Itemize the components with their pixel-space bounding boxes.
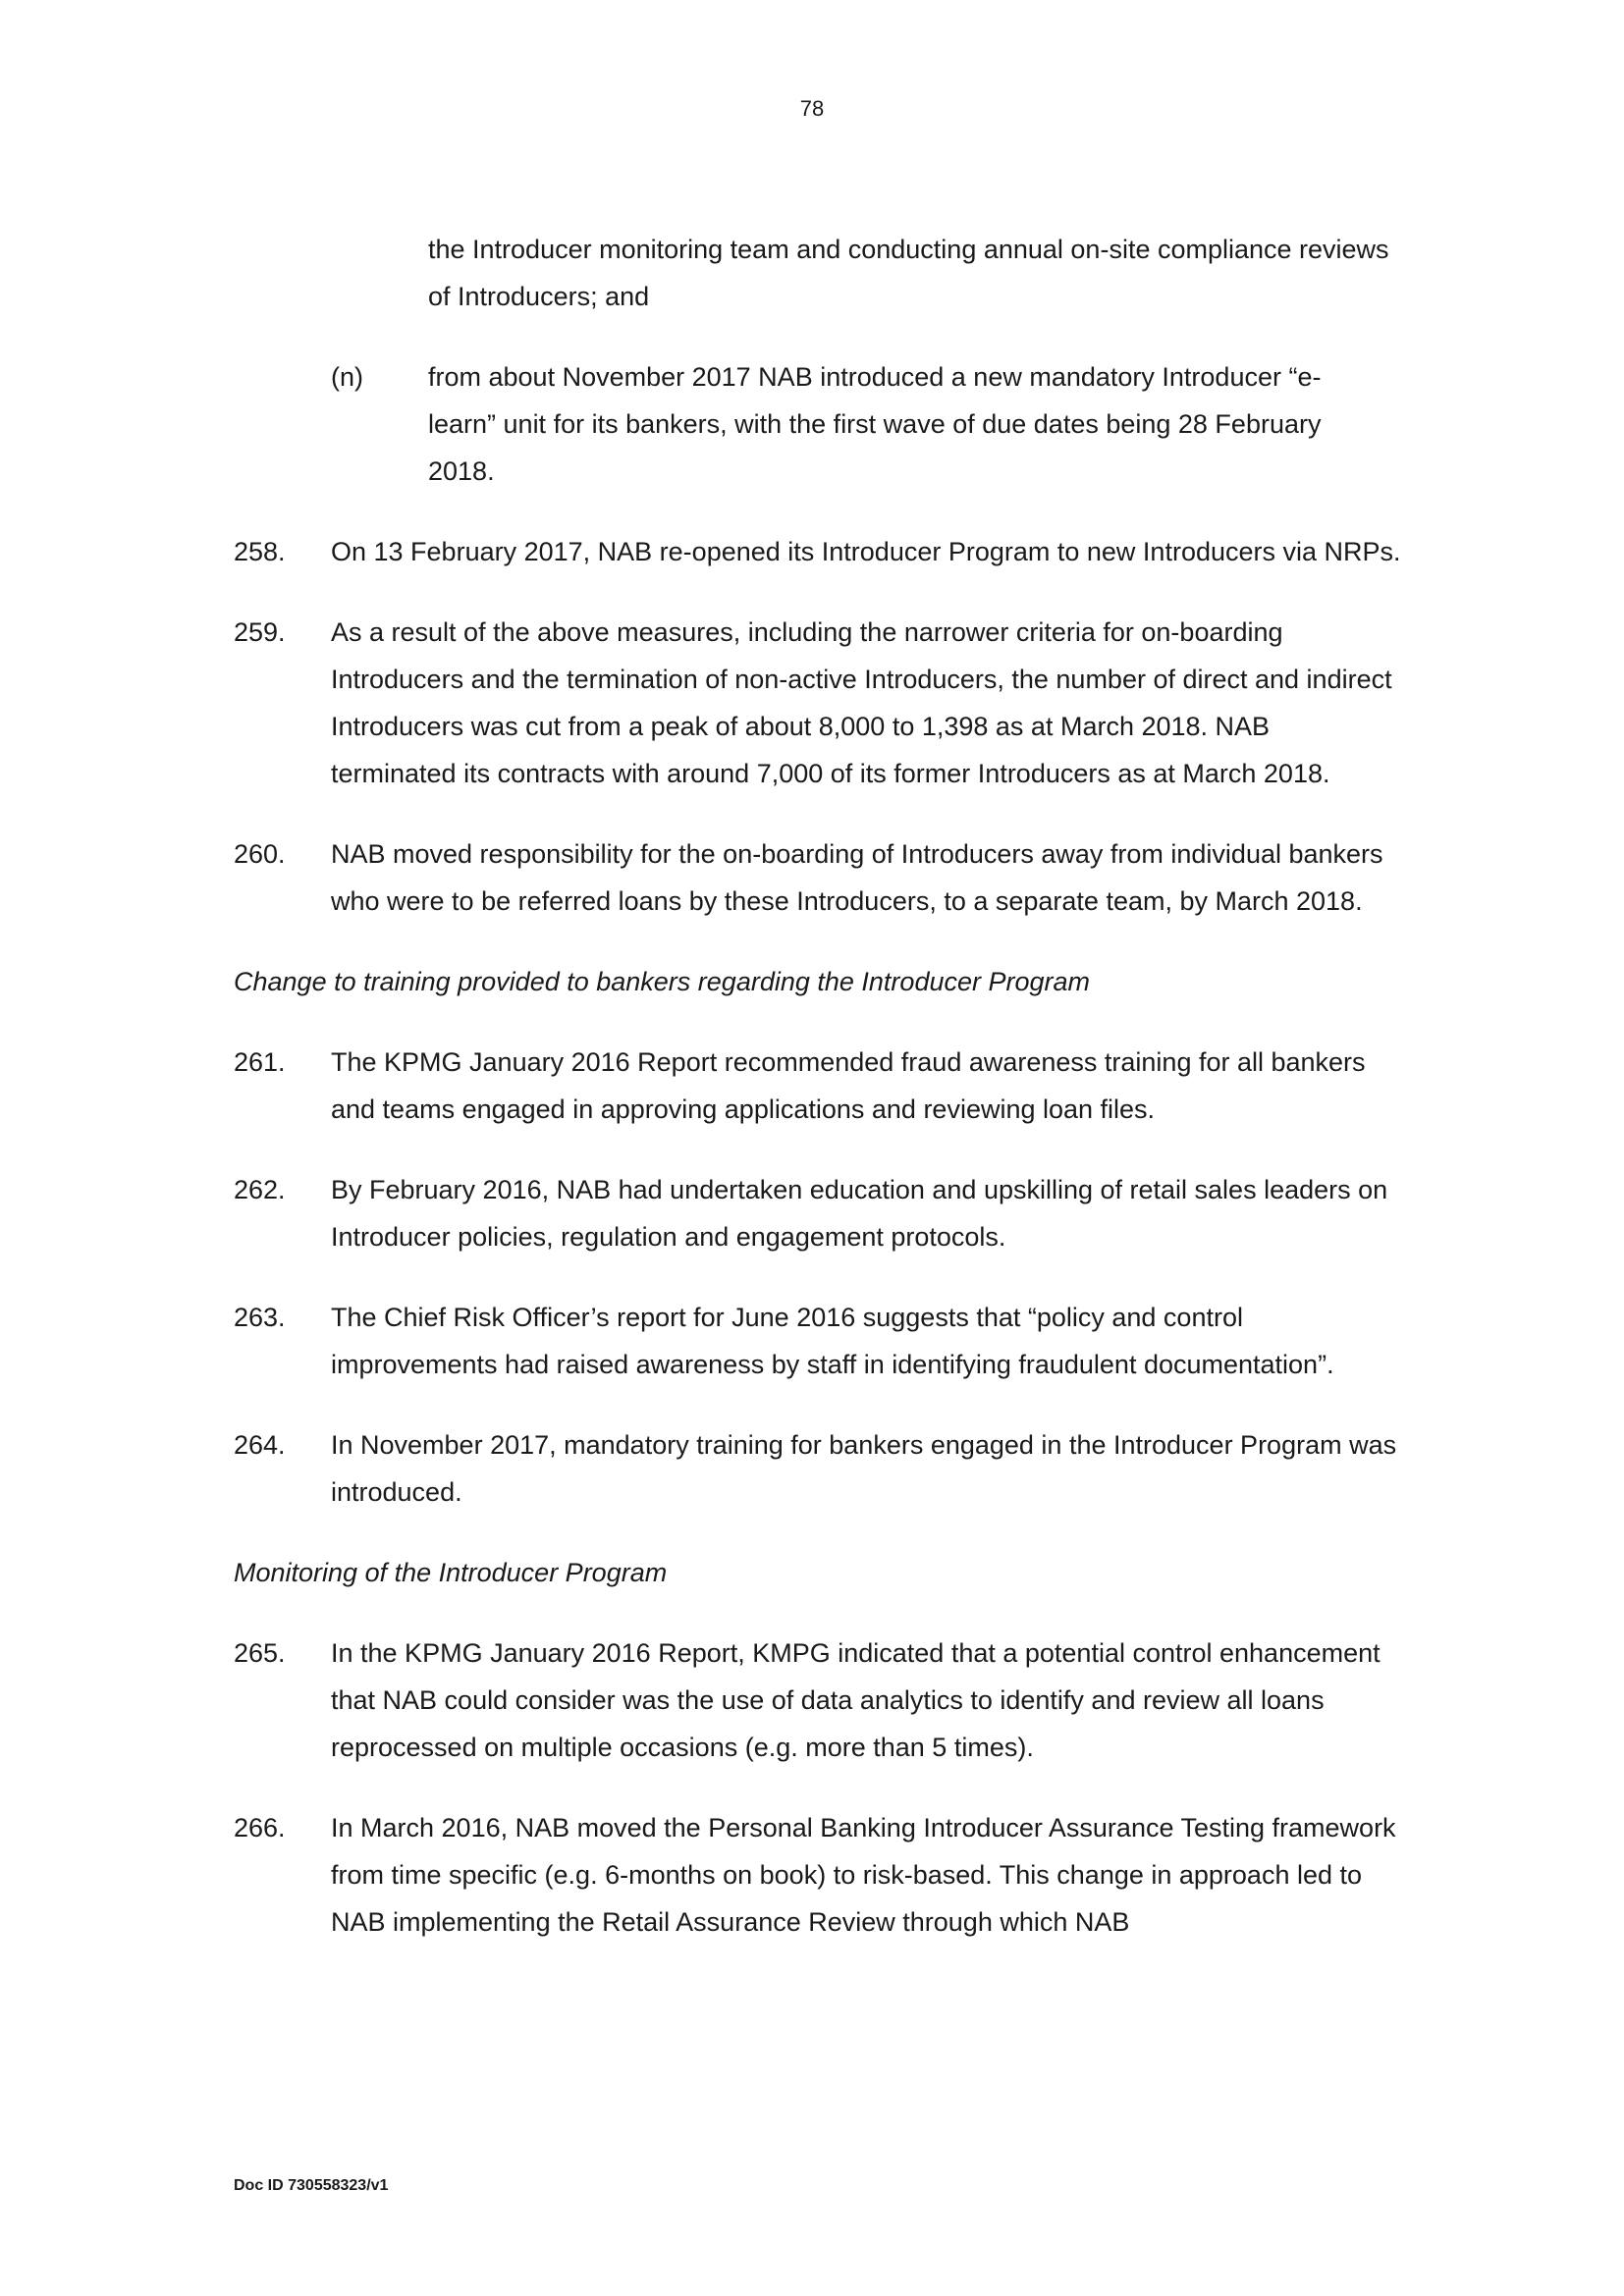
paragraph-260 bbox=[234, 830, 1412, 925]
sub-item-text: from about November 2017 NAB introduced a new mandatory Introducer “e-learn” unit for its bankers, with the first wave of due dates being 28 February 2018. bbox=[428, 362, 1322, 486]
paragraph-number: 261. bbox=[234, 1047, 286, 1077]
paragraph-263 bbox=[234, 1294, 1412, 1388]
paragraph-text: On 13 February 2017, NAB re-opened its Introducer Program to new Introducers via NRPs. bbox=[331, 537, 1401, 566]
paragraph-number: 260. bbox=[234, 839, 286, 869]
doc-id-footer: Doc ID 730558323/v1 bbox=[234, 2177, 389, 2194]
paragraph-text: In November 2017, mandatory training for bankers engaged in the Introducer Program was introduced. bbox=[331, 1430, 1397, 1507]
paragraph-text: As a result of the above measures, including the narrower criteria for on-boarding Introducers and the termination of non-active Introducers, the number of direct and indirect Introducers was cut from a peak of about 8,000 to 1,398 as at March 2018. NAB terminated its contracts with around 7,000 of its former Introducers as at March 2018. bbox=[331, 617, 1392, 788]
continuation-text: the Introducer monitoring team and conducting annual on-site compliance reviews of Introducers; and bbox=[428, 235, 1389, 311]
paragraph-text: By February 2016, NAB had undertaken education and upskilling of retail sales leaders on Introducer policies, regulation and engagement protocols. bbox=[331, 1175, 1388, 1252]
section-heading-training: Change to training provided to bankers regarding the Introducer Program bbox=[234, 967, 1091, 996]
paragraph-number: 265. bbox=[234, 1638, 286, 1668]
paragraph-number: 262. bbox=[234, 1175, 286, 1204]
paragraph-text: NAB moved responsibility for the on-boarding of Introducers away from individual bankers who were to be referred loans by these Introducers, to a separate team, by March 2018. bbox=[331, 839, 1383, 916]
paragraph-text: The KPMG January 2016 Report recommended fraud awareness training for all bankers and teams engaged in approving applications and reviewing loan files. bbox=[331, 1047, 1366, 1124]
paragraph-259 bbox=[234, 609, 1412, 797]
sub-item-n bbox=[331, 353, 1412, 495]
paragraph-number: 264. bbox=[234, 1430, 286, 1460]
paragraph-text: In the KPMG January 2016 Report, KMPG indicated that a potential control enhancement that NAB could consider was the use of data analytics to identify and review all loans reprocessed on multiple occasions (e.g. more than 5 times). bbox=[331, 1638, 1380, 1762]
paragraph-number: 258. bbox=[234, 537, 286, 566]
paragraph-262 bbox=[234, 1166, 1412, 1260]
paragraph-number: 266. bbox=[234, 1813, 286, 1842]
paragraph-266 bbox=[234, 1804, 1412, 1946]
sub-item-label: (n) bbox=[331, 362, 363, 392]
paragraph-number: 259. bbox=[234, 617, 286, 647]
paragraph-number: 263. bbox=[234, 1303, 286, 1332]
paragraph-text: The Chief Risk Officer’s report for June 2016 suggests that “policy and control improvements had raised awareness by staff in identifying fraudulent documentation”. bbox=[331, 1303, 1334, 1379]
paragraph-264 bbox=[234, 1421, 1412, 1516]
paragraph-258 bbox=[234, 528, 1412, 575]
page-number: 78 bbox=[799, 96, 825, 121]
document-body bbox=[234, 226, 1412, 1979]
paragraph-261 bbox=[234, 1039, 1412, 1133]
paragraph-265 bbox=[234, 1629, 1412, 1771]
paragraph-text: In March 2016, NAB moved the Personal Banking Introducer Assurance Testing framework from time specific (e.g. 6-months on book) to risk-based. This change in approach led to NAB implementing the Retail Assurance Review through which NAB bbox=[331, 1813, 1396, 1937]
section-heading-monitoring: Monitoring of the Introducer Program bbox=[234, 1558, 668, 1587]
